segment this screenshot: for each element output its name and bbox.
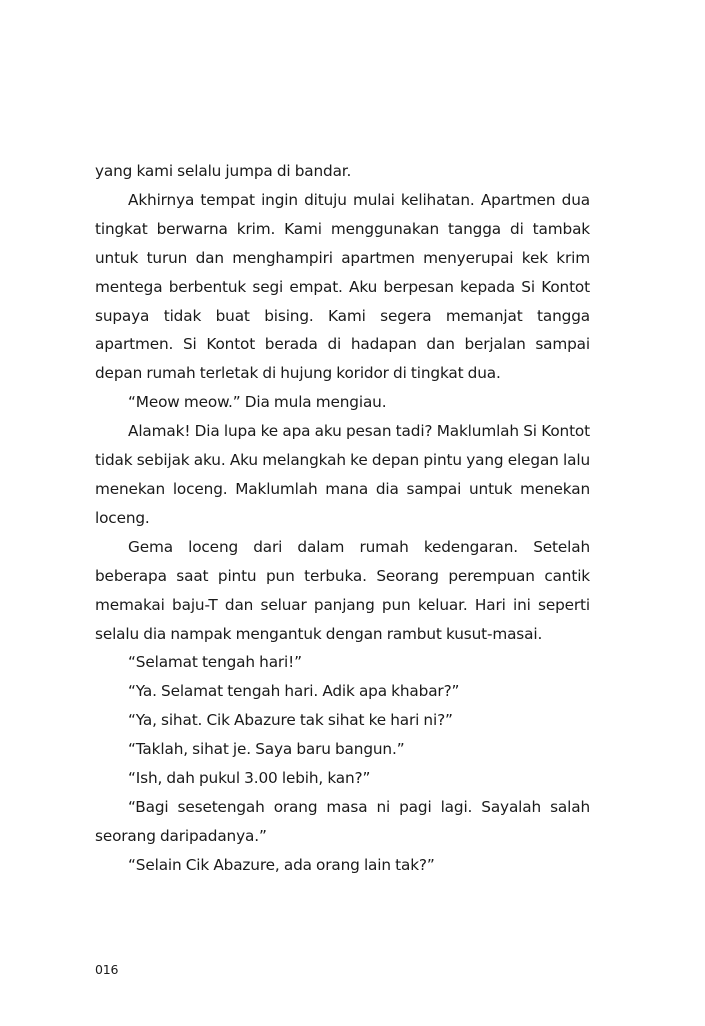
paragraph: “Ya. Selamat tengah hari. Adik apa khabar?”: [128, 682, 460, 701]
paragraph: “Selamat tengah hari!”: [128, 653, 302, 672]
paragraph: “Taklah, sihat je. Saya baru bangun.”: [128, 740, 405, 759]
paragraph: yang kami selalu jumpa di bandar.: [95, 162, 352, 180]
paragraph: “Meow meow.” Dia mula mengiau.: [128, 393, 387, 412]
paragraph: Akhirnya tempat ingin dituju mulai kelihatan. Apartmen dua tingkat berwarna krim. Kami menggunakan tangga di tambak untuk turun dan menghampiri apartmen menyerupai kek krim mentega berbentuk segi empat. Aku berpesan kepada Si Kontot supaya tidak buat bising. Kami segera memanjat tangga apartmen. Si Kontot berada di hadapan dan berjalan sampai depan rumah terletak di hujung koridor di tingkat dua.: [95, 190, 590, 383]
paragraph: “Ish, dah pukul 3.00 lebih, kan?”: [128, 769, 371, 788]
paragraph: “Ya, sihat. Cik Abazure tak sihat ke hari ni?”: [128, 711, 453, 730]
paragraph: Alamak! Dia lupa ke apa aku pesan tadi? Maklumlah Si Kontot tidak sebijak aku. Aku melangkah ke depan pintu yang elegan lalu menekan loceng. Maklumlah mana dia sampai untuk menekan loceng.: [95, 422, 590, 527]
page-number: 016: [95, 962, 119, 977]
paragraph: “Bagi sesetengah orang masa ni pagi lagi. Sayalah salah seorang daripadanya.”: [95, 797, 590, 845]
paragraph: Gema loceng dari dalam rumah kedengaran. Setelah beberapa saat pintu pun terbuka. Seorang perempuan cantik memakai baju-T dan seluar panjang pun keluar. Hari ini seperti selalu dia nampak mengantuk dengan rambut kusut-masai.: [95, 537, 590, 643]
paragraph: “Selain Cik Abazure, ada orang lain tak?”: [128, 855, 435, 874]
page-body: [95, 157, 590, 880]
